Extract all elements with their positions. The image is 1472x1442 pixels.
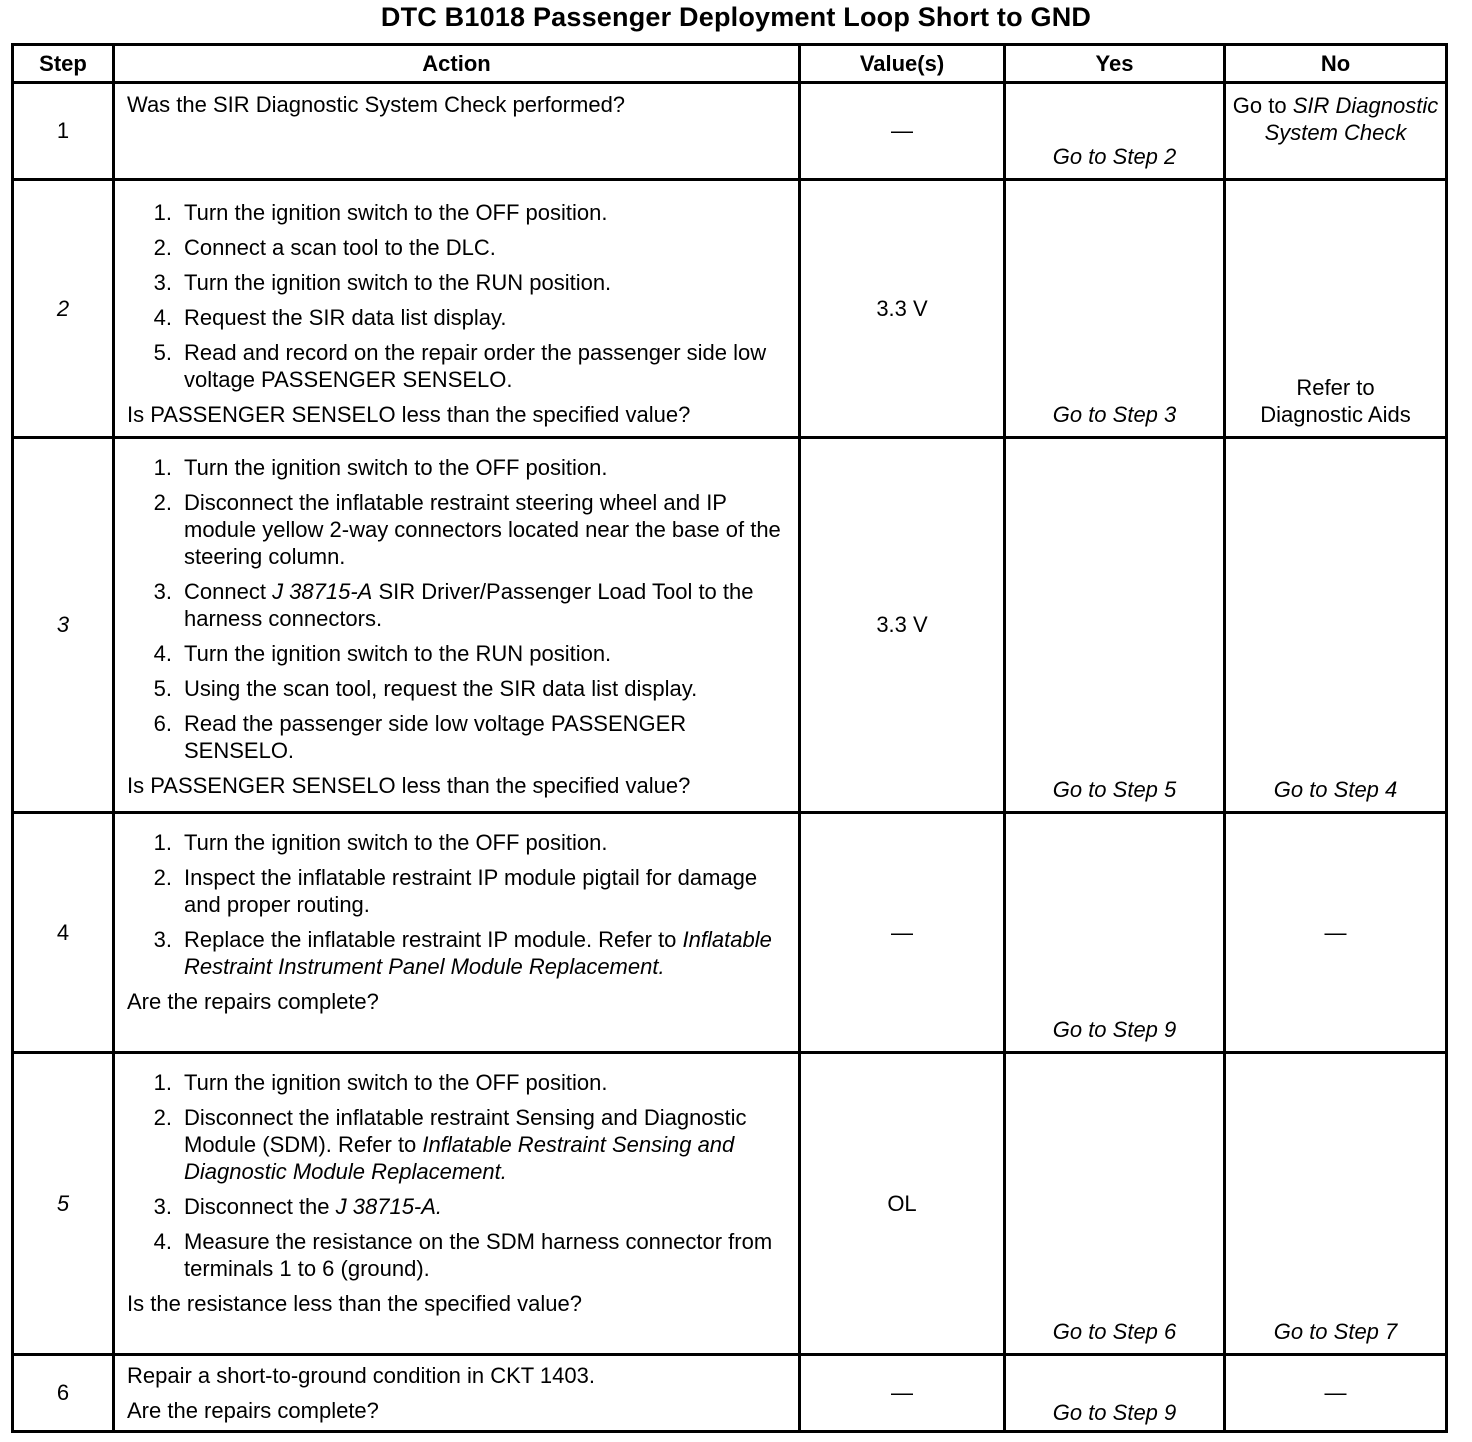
value-cell: — bbox=[800, 83, 1005, 180]
diagnostic-table bbox=[11, 43, 1448, 1433]
table-row-step-4 bbox=[13, 813, 1447, 1053]
step-number: 1 bbox=[13, 83, 114, 180]
list-item: 2. Disconnect the inflatable restraint Sensing and Diagnostic Module (SDM). Refer to Inflatable Restraint Sensing and Diagnostic Module Replacement. bbox=[153, 1105, 747, 1184]
yes-cell: Go to Step 3 bbox=[1005, 180, 1225, 438]
no-cell: — bbox=[1225, 813, 1447, 1053]
action-steps bbox=[127, 454, 790, 764]
table-row-step-1 bbox=[13, 83, 1447, 180]
no-cell: Refer to Diagnostic Aids bbox=[1225, 180, 1447, 438]
step-number: 5 bbox=[13, 1053, 114, 1355]
list-item: 6. Read the passenger side low voltage PASSENGER SENSELO. bbox=[153, 711, 687, 763]
list-item: 4. Request the SIR data list display. bbox=[153, 305, 507, 330]
header-yes: Yes bbox=[1005, 45, 1225, 83]
value-cell: 3.3 V bbox=[800, 180, 1005, 438]
header-row bbox=[13, 45, 1447, 83]
yes-cell: Go to Step 5 bbox=[1005, 438, 1225, 813]
list-item: 5. Read and record on the repair order the passenger side low voltage PASSENGER SENSELO. bbox=[153, 340, 767, 392]
yes-cell: Go to Step 2 bbox=[1005, 83, 1225, 180]
action-question: Are the repairs complete? bbox=[127, 1398, 379, 1423]
list-item: 4. Measure the resistance on the SDM harness connector from terminals 1 to 6 (ground). bbox=[153, 1229, 773, 1281]
action-cell bbox=[114, 180, 800, 438]
page-title: DTC B1018 Passenger Deployment Loop Short to GND bbox=[380, 2, 1092, 32]
action-steps bbox=[127, 829, 790, 980]
no-cell bbox=[1225, 83, 1447, 180]
action-steps bbox=[127, 199, 790, 393]
list-item: 2. Inspect the inflatable restraint IP module pigtail for damage and proper routing. bbox=[153, 865, 758, 917]
header-no: No bbox=[1225, 45, 1447, 83]
list-item: 1. Turn the ignition switch to the OFF position. bbox=[153, 200, 608, 225]
table-row-step-5 bbox=[13, 1053, 1447, 1355]
step-number: 6 bbox=[13, 1355, 114, 1432]
no-cell: Go to Step 7 bbox=[1225, 1053, 1447, 1355]
action-cell bbox=[114, 813, 800, 1053]
list-item: 3. Replace the inflatable restraint IP module. Refer to Inflatable Restraint Instrument Panel Module Replacement. bbox=[153, 927, 772, 979]
no-cell: — bbox=[1225, 1355, 1447, 1432]
step-number: 2 bbox=[13, 180, 114, 438]
action-question: Is the resistance less than the specified value? bbox=[127, 1291, 582, 1316]
value-cell: 3.3 V bbox=[800, 438, 1005, 813]
action-question: Was the SIR Diagnostic System Check performed? bbox=[127, 92, 626, 117]
list-item: 3. Disconnect the J 38715-A. bbox=[153, 1194, 443, 1219]
list-item: 5. Using the scan tool, request the SIR data list display. bbox=[153, 676, 698, 701]
table-row-step-3 bbox=[13, 438, 1447, 813]
list-item: 2. Disconnect the inflatable restraint steering wheel and IP module yellow 2-way connectors located near the base of the steering column. bbox=[153, 490, 781, 569]
value-cell: — bbox=[800, 1355, 1005, 1432]
no-link-text: SIR Diagnostic System Check bbox=[1264, 93, 1439, 145]
yes-cell: Go to Step 9 bbox=[1005, 813, 1225, 1053]
list-item: 3. Turn the ignition switch to the RUN position. bbox=[153, 270, 612, 295]
header-action: Action bbox=[114, 45, 800, 83]
action-steps bbox=[127, 1069, 790, 1282]
value-cell: OL bbox=[800, 1053, 1005, 1355]
list-item: 1. Turn the ignition switch to the OFF position. bbox=[153, 1070, 608, 1095]
list-item: 1. Turn the ignition switch to the OFF position. bbox=[153, 830, 608, 855]
step-number: 3 bbox=[13, 438, 114, 813]
action-instruction: Repair a short-to-ground condition in CKT 1403. bbox=[127, 1363, 595, 1388]
list-item: 2. Connect a scan tool to the DLC. bbox=[153, 235, 496, 260]
action-question: Is PASSENGER SENSELO less than the specified value? bbox=[127, 402, 691, 427]
action-question: Is PASSENGER SENSELO less than the specified value? bbox=[127, 773, 691, 798]
list-item: 4. Turn the ignition switch to the RUN position. bbox=[153, 641, 612, 666]
list-item: 3. Connect J 38715-A SIR Driver/Passenger Load Tool to the harness connectors. bbox=[153, 579, 754, 631]
yes-cell: Go to Step 6 bbox=[1005, 1053, 1225, 1355]
action-question: Are the repairs complete? bbox=[127, 989, 379, 1014]
table-row-step-2 bbox=[13, 180, 1447, 438]
header-step: Step bbox=[13, 45, 114, 83]
no-text: Go to bbox=[1232, 93, 1293, 118]
action-cell bbox=[114, 438, 800, 813]
table-row-step-6 bbox=[13, 1355, 1447, 1432]
step-number: 4 bbox=[13, 813, 114, 1053]
action-cell bbox=[114, 83, 800, 180]
action-cell bbox=[114, 1053, 800, 1355]
no-cell: Go to Step 4 bbox=[1225, 438, 1447, 813]
list-item: 1. Turn the ignition switch to the OFF position. bbox=[153, 455, 608, 480]
action-cell bbox=[114, 1355, 800, 1432]
header-values: Value(s) bbox=[800, 45, 1005, 83]
yes-cell: Go to Step 9 bbox=[1005, 1355, 1225, 1432]
value-cell: — bbox=[800, 813, 1005, 1053]
